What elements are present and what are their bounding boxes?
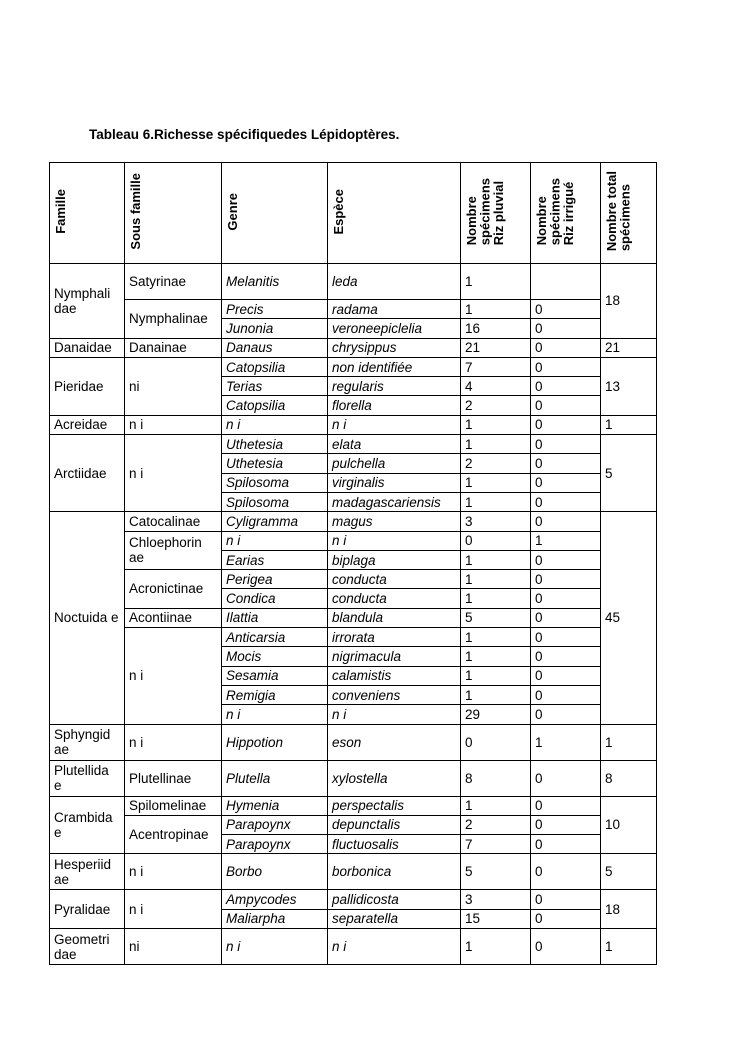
pluvial-cell: 29 xyxy=(461,705,531,724)
genre-cell: n i xyxy=(222,415,328,434)
total-cell: 5 xyxy=(601,854,657,890)
genre-cell: Parapoynx xyxy=(222,815,328,834)
genre-cell: Maliarpha xyxy=(222,909,328,928)
table-row xyxy=(50,512,657,531)
pluvial-cell: 1 xyxy=(461,435,531,454)
genre-cell: Sesamia xyxy=(222,666,328,685)
header-irrigue: Nombre spécimens Riz irrigué xyxy=(531,163,601,264)
header-pluvial: Nombre spécimens Riz pluvial xyxy=(461,163,531,264)
header-famille: Famille xyxy=(50,163,125,264)
irrigue-cell: 1 xyxy=(531,531,601,550)
espece-cell: n i xyxy=(328,929,461,965)
genre-cell: Spilosoma xyxy=(222,492,328,511)
irrigue-cell: 0 xyxy=(531,589,601,608)
irrigue-cell: 0 xyxy=(531,377,601,396)
espece-cell: elata xyxy=(328,435,461,454)
irrigue-cell xyxy=(531,264,601,300)
total-cell: 1 xyxy=(601,929,657,965)
total-cell: 10 xyxy=(601,796,657,854)
pluvial-cell: 5 xyxy=(461,608,531,627)
irrigue-cell: 0 xyxy=(531,300,601,319)
pluvial-cell: 1 xyxy=(461,492,531,511)
family-cell: Geometri dae xyxy=(50,929,125,965)
irrigue-cell: 0 xyxy=(531,415,601,434)
genre-cell: Ilattia xyxy=(222,608,328,627)
genre-cell: Hymenia xyxy=(222,796,328,815)
table-row xyxy=(50,760,657,796)
espece-cell: conducta xyxy=(328,570,461,589)
pluvial-cell: 3 xyxy=(461,890,531,909)
table-row xyxy=(50,890,657,909)
irrigue-cell: 0 xyxy=(531,815,601,834)
irrigue-cell: 0 xyxy=(531,835,601,854)
header-espece: Espèce xyxy=(328,163,461,264)
irrigue-cell: 0 xyxy=(531,454,601,473)
genre-cell: Cyligramma xyxy=(222,512,328,531)
header-total: Nombre total spécimens xyxy=(601,163,657,264)
family-cell: Crambida e xyxy=(50,796,125,854)
espece-cell: separatella xyxy=(328,909,461,928)
header-sous-famille: Sous famille xyxy=(125,163,222,264)
table-row xyxy=(50,929,657,965)
genre-cell: Catopsilia xyxy=(222,396,328,415)
pluvial-cell: 1 xyxy=(461,473,531,492)
espece-cell: leda xyxy=(328,264,461,300)
subfamily-cell: n i xyxy=(125,854,222,890)
total-cell: 1 xyxy=(601,415,657,434)
family-cell: Arctiidae xyxy=(50,435,125,512)
header-genre: Genre xyxy=(222,163,328,264)
espece-cell: conducta xyxy=(328,589,461,608)
irrigue-cell: 0 xyxy=(531,685,601,704)
irrigue-cell: 0 xyxy=(531,570,601,589)
espece-cell: irrorata xyxy=(328,628,461,647)
total-cell: 21 xyxy=(601,338,657,357)
espece-cell: magus xyxy=(328,512,461,531)
family-cell: Danaidae xyxy=(50,338,125,357)
subfamily-cell: Acontiinae xyxy=(125,608,222,627)
pluvial-cell: 0 xyxy=(461,531,531,550)
irrigue-cell: 0 xyxy=(531,550,601,569)
genre-cell: Parapoynx xyxy=(222,835,328,854)
irrigue-cell: 0 xyxy=(531,338,601,357)
pluvial-cell: 5 xyxy=(461,854,531,890)
family-cell: Pyralidae xyxy=(50,890,125,929)
pluvial-cell: 1 xyxy=(461,685,531,704)
lepidoptera-table xyxy=(49,162,657,965)
genre-cell: Catopsilia xyxy=(222,357,328,376)
pluvial-cell: 1 xyxy=(461,550,531,569)
irrigue-cell: 0 xyxy=(531,512,601,531)
total-cell: 18 xyxy=(601,264,657,339)
pluvial-cell: 21 xyxy=(461,338,531,357)
subfamily-cell: Plutellinae xyxy=(125,760,222,796)
total-cell: 18 xyxy=(601,890,657,929)
genre-cell: Precis xyxy=(222,300,328,319)
espece-cell: fluctuosalis xyxy=(328,835,461,854)
pluvial-cell: 8 xyxy=(461,760,531,796)
genre-cell: n i xyxy=(222,531,328,550)
irrigue-cell: 1 xyxy=(531,724,601,760)
genre-cell: n i xyxy=(222,705,328,724)
family-cell: Pieridae xyxy=(50,357,125,415)
irrigue-cell: 0 xyxy=(531,854,601,890)
subfamily-cell: Catocalinae xyxy=(125,512,222,531)
subfamily-cell: n i xyxy=(125,724,222,760)
family-cell: Nymphali dae xyxy=(50,264,125,339)
irrigue-cell: 0 xyxy=(531,666,601,685)
table-row xyxy=(50,357,657,376)
table-row xyxy=(50,796,657,815)
genre-cell: Uthetesia xyxy=(222,435,328,454)
subfamily-cell: Chloephorin ae xyxy=(125,531,222,570)
genre-cell: Terias xyxy=(222,377,328,396)
irrigue-cell: 0 xyxy=(531,357,601,376)
irrigue-cell: 0 xyxy=(531,608,601,627)
genre-cell: Anticarsia xyxy=(222,628,328,647)
espece-cell: depunctalis xyxy=(328,815,461,834)
table-title: Tableau 6.Richesse spécifiquedes Lépidoptères. xyxy=(89,127,400,142)
family-cell: Sphyngid ae xyxy=(50,724,125,760)
espece-cell: xylostella xyxy=(328,760,461,796)
genre-cell: Mocis xyxy=(222,647,328,666)
espece-cell: pulchella xyxy=(328,454,461,473)
espece-cell: blandula xyxy=(328,608,461,627)
irrigue-cell: 0 xyxy=(531,929,601,965)
pluvial-cell: 1 xyxy=(461,628,531,647)
family-cell: Hesperiid ae xyxy=(50,854,125,890)
subfamily-cell: n i xyxy=(125,435,222,512)
total-cell: 45 xyxy=(601,512,657,724)
pluvial-cell: 3 xyxy=(461,512,531,531)
family-cell: Plutellida e xyxy=(50,760,125,796)
family-cell: Acreidae xyxy=(50,415,125,434)
espece-cell: madagascariensis xyxy=(328,492,461,511)
header-row xyxy=(50,163,657,264)
espece-cell: pallidicosta xyxy=(328,890,461,909)
total-cell: 5 xyxy=(601,435,657,512)
irrigue-cell: 0 xyxy=(531,396,601,415)
pluvial-cell: 1 xyxy=(461,796,531,815)
genre-cell: Earias xyxy=(222,550,328,569)
table-row xyxy=(50,724,657,760)
pluvial-cell: 15 xyxy=(461,909,531,928)
pluvial-cell: 1 xyxy=(461,415,531,434)
table-row xyxy=(50,435,657,454)
pluvial-cell: 1 xyxy=(461,589,531,608)
irrigue-cell: 0 xyxy=(531,435,601,454)
genre-cell: Hippotion xyxy=(222,724,328,760)
pluvial-cell: 7 xyxy=(461,835,531,854)
espece-cell: virginalis xyxy=(328,473,461,492)
subfamily-cell: Nymphalinae xyxy=(125,300,222,339)
irrigue-cell: 0 xyxy=(531,473,601,492)
genre-cell: n i xyxy=(222,929,328,965)
irrigue-cell: 0 xyxy=(531,628,601,647)
total-cell: 8 xyxy=(601,760,657,796)
table-row xyxy=(50,815,657,834)
pluvial-cell: 1 xyxy=(461,570,531,589)
pluvial-cell: 4 xyxy=(461,377,531,396)
pluvial-cell: 1 xyxy=(461,264,531,300)
genre-cell: Uthetesia xyxy=(222,454,328,473)
total-cell: 1 xyxy=(601,724,657,760)
table-row xyxy=(50,338,657,357)
irrigue-cell: 0 xyxy=(531,319,601,338)
subfamily-cell: n i xyxy=(125,415,222,434)
subfamily-cell: ni xyxy=(125,929,222,965)
genre-cell: Borbo xyxy=(222,854,328,890)
pluvial-cell: 16 xyxy=(461,319,531,338)
table-row xyxy=(50,628,657,647)
genre-cell: Danaus xyxy=(222,338,328,357)
subfamily-cell: Danainae xyxy=(125,338,222,357)
espece-cell: borbonica xyxy=(328,854,461,890)
table-row xyxy=(50,415,657,434)
table-row xyxy=(50,300,657,319)
table-row xyxy=(50,854,657,890)
irrigue-cell: 0 xyxy=(531,796,601,815)
irrigue-cell: 0 xyxy=(531,647,601,666)
pluvial-cell: 0 xyxy=(461,724,531,760)
espece-cell: regularis xyxy=(328,377,461,396)
genre-cell: Perigea xyxy=(222,570,328,589)
espece-cell: eson xyxy=(328,724,461,760)
espece-cell: n i xyxy=(328,415,461,434)
table-row xyxy=(50,608,657,627)
irrigue-cell: 0 xyxy=(531,705,601,724)
espece-cell: veroneepiclelia xyxy=(328,319,461,338)
subfamily-cell: n i xyxy=(125,628,222,724)
genre-cell: Plutella xyxy=(222,760,328,796)
genre-cell: Condica xyxy=(222,589,328,608)
espece-cell: calamistis xyxy=(328,666,461,685)
genre-cell: Ampycodes xyxy=(222,890,328,909)
espece-cell: biplaga xyxy=(328,550,461,569)
irrigue-cell: 0 xyxy=(531,760,601,796)
pluvial-cell: 1 xyxy=(461,929,531,965)
pluvial-cell: 7 xyxy=(461,357,531,376)
table-row xyxy=(50,531,657,550)
subfamily-cell: n i xyxy=(125,890,222,929)
espece-cell: n i xyxy=(328,531,461,550)
espece-cell: conveniens xyxy=(328,685,461,704)
subfamily-cell: ni xyxy=(125,357,222,415)
irrigue-cell: 0 xyxy=(531,492,601,511)
genre-cell: Junonia xyxy=(222,319,328,338)
genre-cell: Melanitis xyxy=(222,264,328,300)
subfamily-cell: Satyrinae xyxy=(125,264,222,300)
pluvial-cell: 2 xyxy=(461,396,531,415)
pluvial-cell: 1 xyxy=(461,647,531,666)
espece-cell: nigrimacula xyxy=(328,647,461,666)
genre-cell: Spilosoma xyxy=(222,473,328,492)
subfamily-cell: Acentropinae xyxy=(125,815,222,854)
table-row xyxy=(50,264,657,300)
total-cell: 13 xyxy=(601,357,657,415)
espece-cell: chrysippus xyxy=(328,338,461,357)
espece-cell: florella xyxy=(328,396,461,415)
subfamily-cell: Acronictinae xyxy=(125,570,222,609)
genre-cell: Remigia xyxy=(222,685,328,704)
espece-cell: non identifiée xyxy=(328,357,461,376)
espece-cell: radama xyxy=(328,300,461,319)
pluvial-cell: 2 xyxy=(461,454,531,473)
irrigue-cell: 0 xyxy=(531,890,601,909)
pluvial-cell: 1 xyxy=(461,666,531,685)
table-row xyxy=(50,570,657,589)
irrigue-cell: 0 xyxy=(531,909,601,928)
espece-cell: perspectalis xyxy=(328,796,461,815)
espece-cell: n i xyxy=(328,705,461,724)
pluvial-cell: 2 xyxy=(461,815,531,834)
pluvial-cell: 1 xyxy=(461,300,531,319)
subfamily-cell: Spilomelinae xyxy=(125,796,222,815)
family-cell: Noctuida e xyxy=(50,512,125,724)
